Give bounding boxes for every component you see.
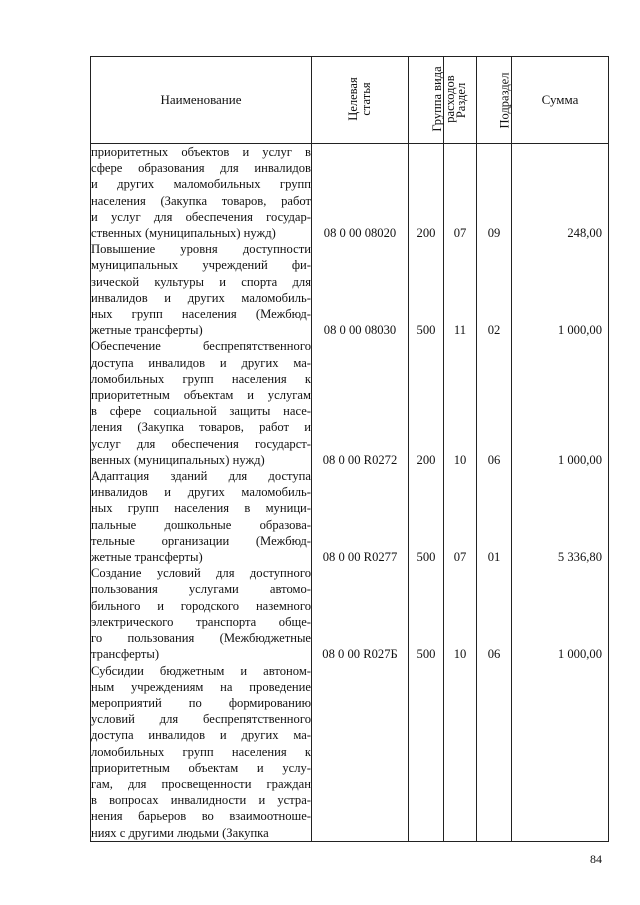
- name-line: ственных (муниципальных) нужд): [91, 226, 276, 241]
- header-target-article: Целевая статья: [312, 57, 409, 144]
- row-4-group: 500: [416, 550, 436, 564]
- row-4-sum: 5 336,80: [557, 550, 602, 564]
- name-line: гам, для просвещенности граждан: [91, 776, 311, 791]
- name-line: приоритетным объектам и услу-: [91, 760, 311, 775]
- name-line: го пользования (Межбюджетные: [91, 631, 311, 646]
- name-line: в вопросах инвалидности и устра-: [91, 793, 311, 808]
- row-1-section: 07: [453, 226, 467, 240]
- row-2-target: 08 0 00 08030: [323, 323, 397, 338]
- name-line: Создание условий для доступного: [91, 566, 311, 581]
- sum-column: [512, 144, 609, 842]
- expense-group-column: [409, 144, 444, 842]
- name-line: жетные трансферты): [91, 323, 203, 338]
- row-4-section: 07: [453, 550, 467, 564]
- name-line: ломобильных групп населения к: [91, 371, 311, 386]
- target-article-column: [312, 144, 409, 842]
- name-line: бильного и городского наземного: [91, 598, 311, 613]
- name-line: ниях с другими людьми (Закупка: [91, 825, 269, 840]
- name-line: инвалидов и других маломобиль-: [91, 290, 311, 305]
- row-name-4: [91, 468, 311, 565]
- row-2-group: 500: [416, 323, 436, 338]
- table-body-row: [91, 144, 609, 842]
- header-expense-group: Группа вида расходов: [409, 57, 444, 144]
- row-name-3: [91, 338, 311, 468]
- header-name: Наименование: [91, 57, 312, 144]
- row-5-section: 10: [453, 647, 467, 662]
- name-column: [91, 144, 312, 842]
- name-line: приоритетным объектам и услугам: [91, 388, 311, 403]
- name-line: пальные дошкольные образова-: [91, 517, 311, 532]
- name-line: жетные трансферты): [91, 550, 203, 565]
- row-name-2: [91, 241, 311, 338]
- row-5-sum: 1 000,00: [557, 647, 602, 662]
- table-header-row: [91, 57, 609, 144]
- row-1-subsection: 09: [487, 226, 501, 240]
- name-line: Обеспечение беспрепятственного: [91, 339, 311, 354]
- name-line: доступа инвалидов и других ма-: [91, 355, 311, 370]
- name-line: зической культуры и спорта для: [91, 274, 311, 289]
- name-line: ных групп населения в муници-: [91, 501, 311, 516]
- name-line: электрического транспорта обще-: [91, 614, 311, 629]
- row-5-group: 500: [416, 647, 436, 662]
- name-line: нения барьеров во взаимоотноше-: [91, 809, 311, 824]
- row-name-1: [91, 144, 311, 241]
- name-line: и услуг для обеспечения государ-: [91, 209, 311, 224]
- row-3-sum: 1 000,00: [557, 452, 602, 467]
- name-line: ления (Закупка товаров, работ и: [91, 420, 311, 435]
- name-line: сфере образования для инвалидов: [91, 161, 311, 176]
- row-5-target: 08 0 00 R027Б: [322, 647, 398, 662]
- row-3-subsection: 06: [487, 452, 501, 467]
- name-line: тельные организации (Межбюд-: [91, 533, 311, 548]
- row-5-subsection: 06: [487, 647, 501, 662]
- name-line: муниципальных учреждений фи-: [91, 258, 311, 273]
- header-sum: Сумма: [512, 57, 609, 144]
- name-line: условий для беспрепятственного: [91, 712, 311, 727]
- name-line: Адаптация зданий для доступа: [91, 469, 311, 484]
- page-number: 84: [590, 852, 602, 866]
- row-3-section: 10: [453, 452, 467, 467]
- name-line: доступа инвалидов и других ма-: [91, 728, 311, 743]
- row-1-group: 200: [416, 226, 436, 240]
- header-subsection: Подраздел: [477, 57, 512, 144]
- row-1-target: 08 0 00 08020: [323, 226, 397, 240]
- row-3-target: 08 0 00 R0272: [322, 452, 398, 467]
- name-line: населения (Закупка товаров, работ: [91, 193, 311, 208]
- budget-table: [90, 56, 609, 842]
- row-1-sum: 248,00: [567, 226, 602, 240]
- header-section: Раздел: [444, 57, 477, 144]
- row-2-sum: 1 000,00: [557, 323, 602, 338]
- name-line: и других маломобильных групп: [91, 177, 311, 192]
- section-column: [444, 144, 477, 842]
- name-line: ломобильных групп населения к: [91, 744, 311, 759]
- row-4-subsection: 01: [487, 550, 501, 564]
- name-line: инвалидов и других маломобиль-: [91, 485, 311, 500]
- row-2-subsection: 02: [487, 323, 501, 338]
- name-line: Субсидии бюджетным и автоном-: [91, 663, 311, 678]
- subsection-column: [477, 144, 512, 842]
- row-4-target: 08 0 00 R0277: [322, 550, 398, 564]
- name-line: приоритетных объектов и услуг в: [91, 145, 311, 159]
- name-line: ным учреждениям на проведение: [91, 679, 311, 694]
- name-line: пользования услугами автомо-: [91, 582, 311, 597]
- name-line: трансферты): [91, 647, 160, 662]
- row-name-5: [91, 565, 311, 662]
- name-line: в сфере социальной защиты насе-: [91, 404, 311, 419]
- name-line: мероприятий по формированию: [91, 695, 311, 710]
- row-2-section: 11: [453, 323, 467, 338]
- name-line: венных (муниципальных) нужд): [91, 452, 265, 467]
- name-line: ных групп населения (Межбюд-: [91, 307, 311, 322]
- name-line: Повышение уровня доступности: [91, 242, 311, 257]
- row-name-6: [91, 663, 311, 841]
- row-3-group: 200: [416, 452, 436, 467]
- name-line: услуг для обеспечения государст-: [91, 436, 311, 451]
